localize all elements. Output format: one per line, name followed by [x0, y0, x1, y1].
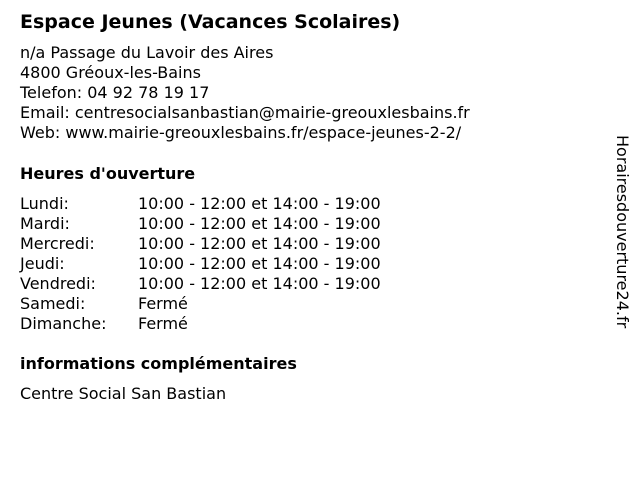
hours-time: 10:00 - 12:00 et 14:00 - 19:00 — [138, 214, 381, 233]
hours-row-friday — [20, 274, 381, 294]
address-city: 4800 Gréoux-les-Bains — [20, 63, 201, 82]
hours-row-sunday — [20, 314, 381, 334]
hours-row-wednesday — [20, 234, 381, 254]
hours-row-thursday — [20, 254, 381, 274]
hours-time: Fermé — [138, 294, 188, 313]
hours-day: Mardi: — [20, 214, 70, 233]
hours-day: Lundi: — [20, 194, 69, 213]
hours-day: Mercredi: — [20, 234, 95, 253]
hours-day: Vendredi: — [20, 274, 96, 293]
opening-hours-heading: Heures d'ouverture — [20, 164, 196, 183]
hours-time: 10:00 - 12:00 et 14:00 - 19:00 — [138, 234, 381, 253]
phone-number: Telefon: 04 92 78 19 17 — [20, 83, 210, 102]
website-url: Web: www.mairie-greouxlesbains.fr/espace-jeunes-2-2/ — [20, 123, 462, 142]
hours-time: Fermé — [138, 314, 188, 333]
email-address: Email: centresocialsanbastian@mairie-greouxlesbains.fr — [20, 103, 470, 122]
hours-day: Dimanche: — [20, 314, 107, 333]
additional-info-heading: informations complémentaires — [20, 354, 297, 373]
opening-hours-table — [20, 194, 381, 334]
hours-row-monday — [20, 194, 381, 214]
hours-time: 10:00 - 12:00 et 14:00 - 19:00 — [138, 254, 381, 273]
hours-row-saturday — [20, 294, 381, 314]
address-street: n/a Passage du Lavoir des Aires — [20, 43, 274, 62]
hours-day: Samedi: — [20, 294, 86, 313]
hours-time: 10:00 - 12:00 et 14:00 - 19:00 — [138, 194, 381, 213]
side-brand-watermark — [610, 135, 635, 371]
hours-row-tuesday — [20, 214, 381, 234]
page-title: Espace Jeunes (Vacances Scolaires) — [20, 11, 401, 33]
hours-time: 10:00 - 12:00 et 14:00 - 19:00 — [138, 274, 381, 293]
side-brand-text: Horairesdouverture24.fr — [613, 135, 632, 329]
additional-info-text: Centre Social San Bastian — [20, 384, 227, 403]
hours-day: Jeudi: — [20, 254, 65, 273]
address-block — [20, 43, 470, 143]
